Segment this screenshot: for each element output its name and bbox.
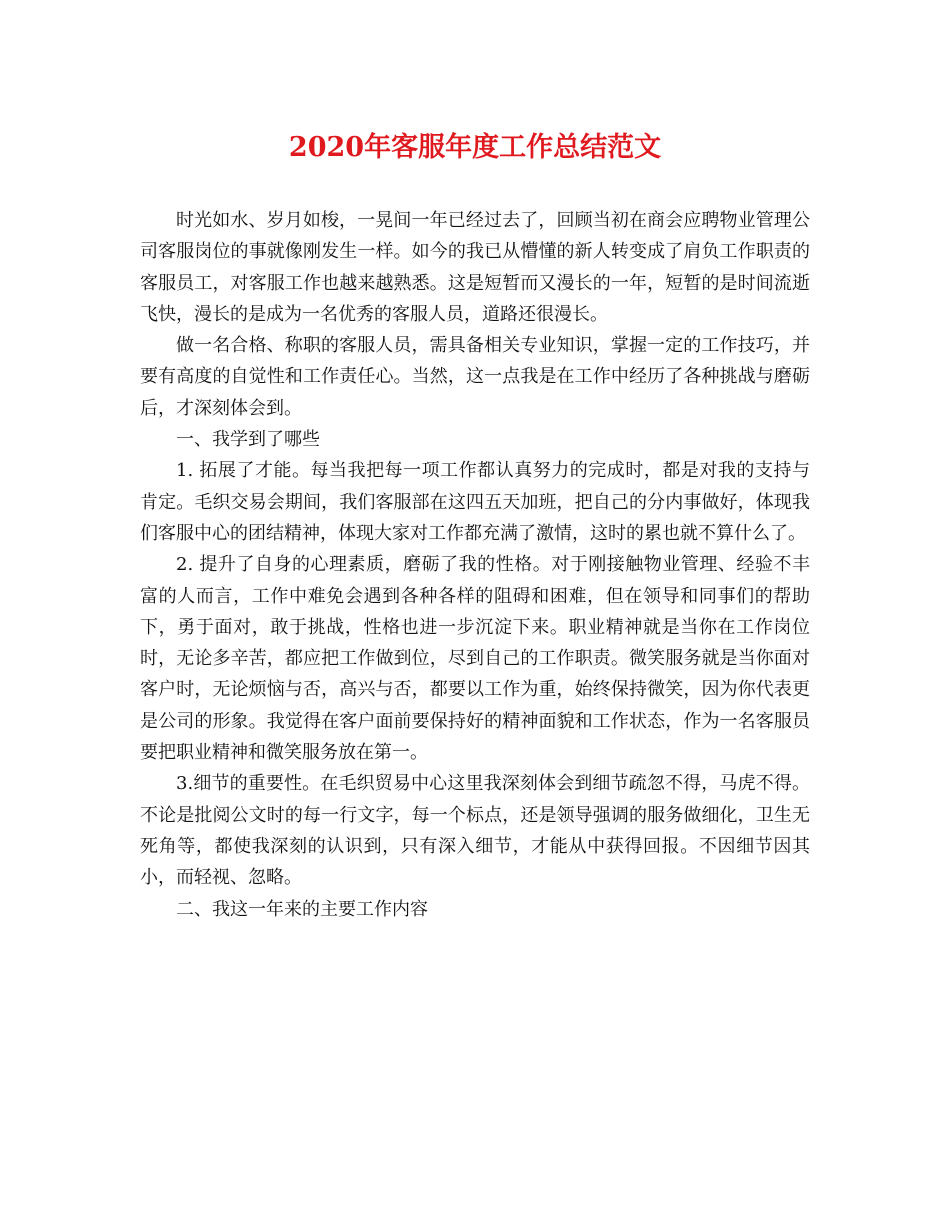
paragraph-intro: 时光如水、岁月如梭，一晃间一年已经过去了，回顾当初在商会应聘物业管理公司客服岗位的事就像刚发生一样。如今的我已从懵懂的新人转变成了肩负工作职责的客服员工，对客服工作也越来越熟悉。这是短暂而又漫长的一年，短暂的是时间流逝飞快，漫长的是成为一名优秀的客服人员，道路还很漫长。 — [140, 210, 810, 325]
section-heading-main-work: 二、我这一年来的主要工作内容 — [176, 898, 428, 920]
paragraph-item-2: 2. 提升了自身的心理素质，磨砺了我的性格。对于刚接触物业管理、经验不丰富的人而言，工作中难免会遇到各种各样的阻碍和困难，但在领导和同事们的帮助下，勇于面对，敢于挑战，性格也进一步沉淀下来。职业精神就是当你在工作岗位时，无论多辛苦，都应把工作做到位，尽到自己的工作职责。微笑服务就是当你面对客户时，无论烦恼与否，高兴与否，都要以工作为重，始终保持微笑，因为你代表更是公司的形象。我觉得在客户面前要保持好的精神面貌和工作状态，作为一名客服员要把职业精神和微笑服务放在第一。 — [140, 554, 810, 764]
paragraph-qualifications: 做一名合格、称职的客服人员，需具备相关专业知识，掌握一定的工作技巧，并要有高度的自觉性和工作责任心。当然，这一点我是在工作中经历了各种挑战与磨砺后，才深刻体会到。 — [140, 335, 810, 419]
paragraph-item-3: 3.细节的重要性。在毛织贸易中心这里我深刻体会到细节疏忽不得，马虎不得。不论是批阅公文时的每一行文字，每一个标点，还是领导强调的服务做细化，卫生无死角等，都使我深刻的认识到，只有深入细节，才能从中获得回报。不因细节因其小，而轻视、忽略。 — [140, 773, 810, 889]
document-title: 2020年客服年度工作总结范文 — [288, 132, 662, 163]
section-heading-learned: 一、我学到了哪些 — [176, 429, 320, 451]
paragraph-item-1: 1. 拓展了才能。每当我把每一项工作都认真努力的完成时，都是对我的支持与肯定。毛织交易会期间，我们客服部在这四五天加班，把自己的分内事做好，体现我们客服中心的团结精神，体现大家对工作都充满了激情，这时的累也就不算什么了。 — [140, 460, 810, 544]
document-body — [140, 205, 810, 925]
